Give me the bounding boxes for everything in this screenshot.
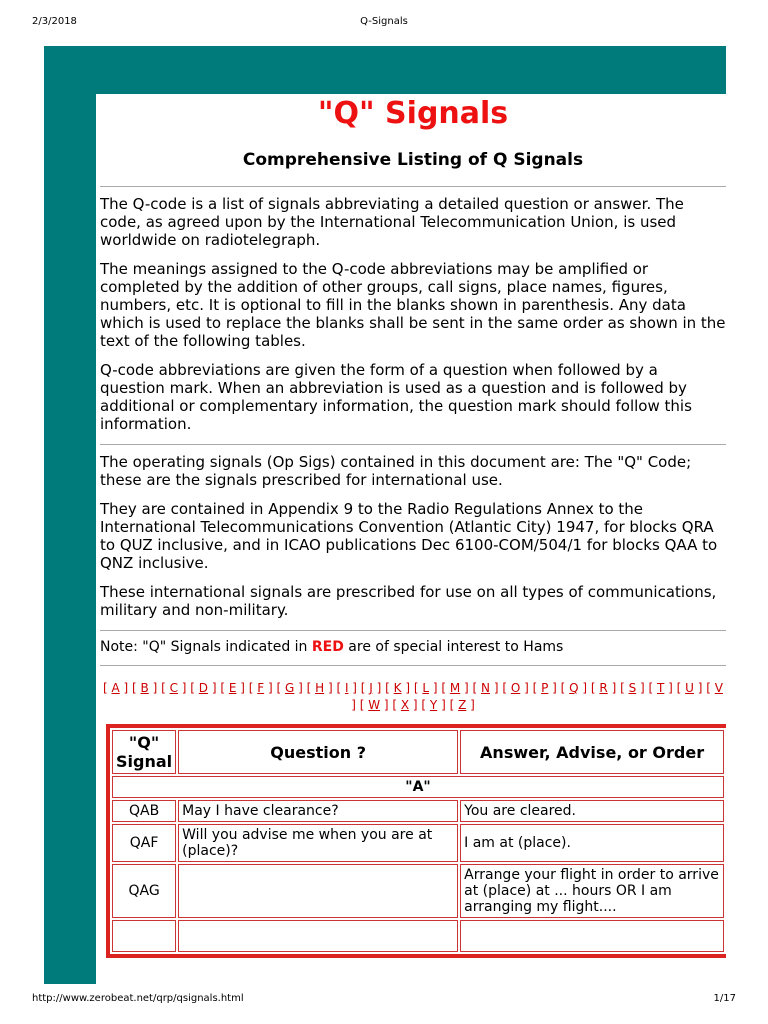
note	[100, 639, 726, 655]
letter-link-l[interactable]: L	[422, 681, 430, 695]
op-sigs-paragraph: These international signals are prescribed for use on all types of communications, military and non-military.	[100, 583, 717, 619]
letter-link-g[interactable]: G	[284, 681, 295, 695]
header-signal: "Q" Signal	[112, 730, 176, 774]
op-sigs-paragraph: The operating signals (Op Sigs) contained in this document are: The "Q" Code; these are the signals prescribed for international use.	[100, 453, 692, 489]
signal-question: May I have clearance?	[178, 800, 458, 822]
letter-link-a[interactable]: A	[111, 681, 120, 695]
divider	[100, 665, 726, 666]
table-row	[112, 824, 724, 862]
signal-answer: Arrange your flight in order to arrive at (place) at ... hours OR I am arranging my flight....	[460, 864, 724, 918]
header-answer: Answer, Advise, or Order	[460, 730, 724, 774]
signal-answer: I am at (place).	[460, 824, 724, 862]
letter-link-u[interactable]: U	[685, 681, 694, 695]
q-signal-table	[110, 728, 726, 954]
print-url: http://www.zerobeat.net/qrp/qsignals.html	[32, 993, 244, 1004]
letter-link-y[interactable]: Y	[429, 698, 438, 712]
signal-question	[178, 920, 458, 952]
signal-code: QAF	[112, 824, 176, 862]
header-question: Question ?	[178, 730, 458, 774]
letter-link-c[interactable]: C	[169, 681, 178, 695]
letter-link-d[interactable]: D	[198, 681, 209, 695]
document	[100, 94, 726, 958]
note-text: Note: "Q" Signals indicated in	[100, 639, 312, 655]
letter-link-z[interactable]: Z	[458, 698, 467, 712]
page-subtitle: Comprehensive Listing of Q Signals	[242, 150, 584, 170]
letter-link-p[interactable]: P	[541, 681, 549, 695]
table-row	[112, 920, 724, 952]
signal-answer: You are cleared.	[460, 800, 724, 822]
letter-link-q[interactable]: Q	[569, 681, 579, 695]
section-row	[112, 776, 724, 798]
letter-link-x[interactable]: X	[400, 698, 410, 712]
signal-code	[112, 920, 176, 952]
page-title: "Q" Signals	[317, 96, 509, 131]
intro-paragraph: The meanings assigned to the Q-code abbreviations may be amplified or completed by the addition of other groups, call signs, place names, figures, numbers, etc. It is optional to fill in the blanks shown in parenthesis. Any data which is used to replace the blanks shall be sent in the same order as shown in the text of the following tables.	[100, 260, 726, 350]
divider	[100, 630, 726, 631]
letter-link-b[interactable]: B	[140, 681, 149, 695]
content-panel	[96, 94, 726, 984]
letter-link-o[interactable]: O	[510, 681, 521, 695]
op-sigs-paragraph: They are contained in Appendix 9 to the Radio Regulations Annex to the International Telecommunications Convention (Atlantic City) 1947, for blocks QRA to QUZ inclusive, and in ICAO publications Dec 6100-COM/504/1 for blocks QAA to QNZ inclusive.	[100, 500, 718, 572]
note-text: are of special interest to Hams	[343, 639, 564, 655]
letter-link-t[interactable]: T	[657, 681, 665, 695]
print-date: 2/3/2018	[32, 16, 77, 27]
q-signal-table-frame	[106, 724, 726, 958]
letter-link-h[interactable]: H	[315, 681, 325, 695]
intro-paragraph: Q-code abbreviations are given the form of a question when followed by a question mark. When an abbreviation is used as a question and is followed by additional or complementary information, the question mark should follow this information.	[100, 361, 692, 433]
signal-question	[178, 864, 458, 918]
print-header	[0, 16, 768, 30]
letter-link-r[interactable]: R	[599, 681, 608, 695]
signal-question: Will you advise me when you are at (place)?	[178, 824, 458, 862]
alphabet-nav: [ A ] [ B ] [ C ] [ D ] [ E ] [ F ] [ G ] [ H ] [ I ] [ J ] [ K ] [ L ] [ M ] [ N ] [ O ] [ P ] [ Q ] [ R ] [ S ] [ T ] [ U ] [ V ] [ W ] [ X ] [ Y ] [ Z ]	[103, 681, 723, 712]
letter-link-w[interactable]: W	[368, 698, 381, 712]
table-row	[112, 800, 724, 822]
section-label: "A"	[112, 776, 724, 798]
letter-link-f[interactable]: F	[257, 681, 265, 695]
letter-link-n[interactable]: N	[481, 681, 490, 695]
letter-link-k[interactable]: K	[393, 681, 402, 695]
signal-answer	[460, 920, 724, 952]
divider	[100, 444, 726, 445]
print-title: Q-Signals	[360, 16, 408, 27]
teal-frame	[44, 46, 726, 984]
signal-code: QAG	[112, 864, 176, 918]
letter-link-s[interactable]: S	[628, 681, 637, 695]
letter-link-i[interactable]: I	[344, 681, 349, 695]
intro-paragraph: The Q-code is a list of signals abbreviating a detailed question or answer. The code, as agreed upon by the International Telecommunication Union, is used worldwide on radiotelegraph.	[100, 195, 684, 249]
divider	[100, 186, 726, 187]
table-row	[112, 864, 724, 918]
table-header-row	[112, 730, 724, 774]
letter-link-v[interactable]: V	[714, 681, 723, 695]
page-number: 1/17	[713, 993, 736, 1004]
letter-link-e[interactable]: E	[228, 681, 237, 695]
letter-link-m[interactable]: M	[449, 681, 461, 695]
signal-code: QAB	[112, 800, 176, 822]
letter-link-j[interactable]: J	[369, 681, 373, 695]
note-red-word: RED	[311, 639, 344, 655]
print-footer	[0, 993, 768, 1007]
